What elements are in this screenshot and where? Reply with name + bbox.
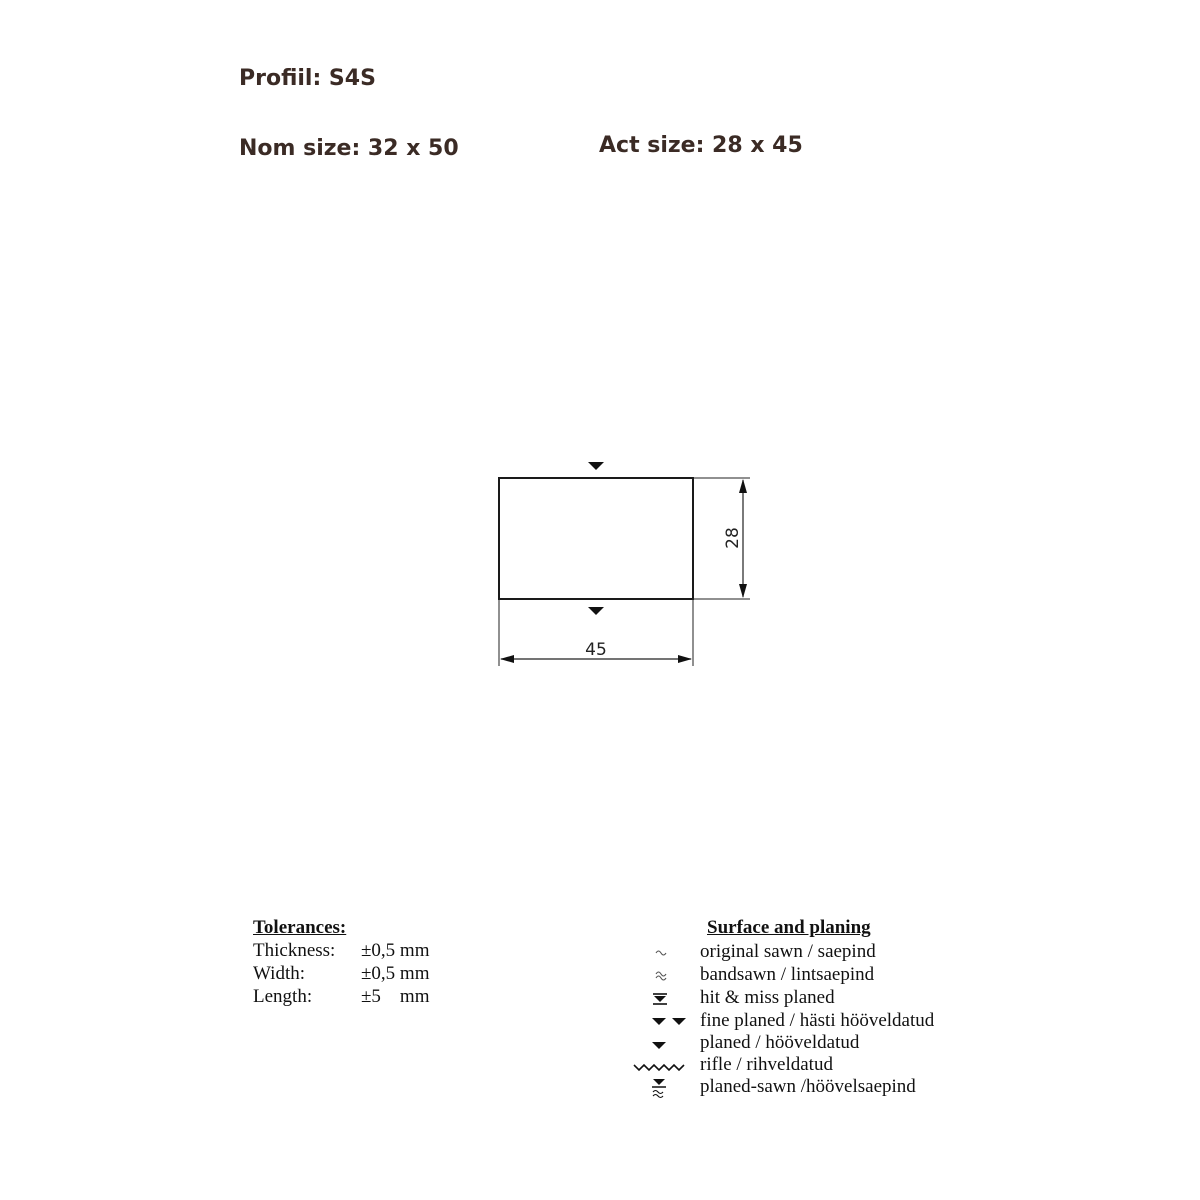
legend-text: planed / hööveldatud: [700, 1032, 860, 1053]
legend-item: [620, 1076, 960, 1098]
legend-item: [620, 1054, 960, 1076]
hit-miss-icon: [620, 987, 692, 1009]
legend-item: [620, 1010, 960, 1032]
height-label: 28: [723, 527, 743, 549]
legend-text: bandsawn / lintsaepind: [700, 964, 875, 985]
tolerance-label: Length:: [253, 986, 313, 1007]
legend-item: [620, 1032, 960, 1054]
tolerance-row: [253, 986, 453, 1009]
planed-sawn-icon: [620, 1076, 692, 1102]
tolerance-value: ±0,5 mm: [361, 940, 430, 961]
legend-item: [620, 941, 960, 963]
profile-title: Profiil: S4S: [239, 66, 376, 91]
tolerance-value: ±0,5 mm: [361, 963, 430, 984]
legend-text: hit & miss planed: [700, 987, 835, 1008]
legend-item: [620, 987, 960, 1009]
tolerances-title: Tolerances:: [253, 917, 347, 938]
legend-text: planed-sawn /höövelsaepind: [700, 1076, 916, 1097]
surface-title: Surface and planing: [707, 917, 871, 938]
actual-size: Act size: 28 x 45: [599, 133, 803, 158]
legend-text: original sawn / saepind: [700, 941, 876, 962]
double-tilde-icon: [620, 964, 692, 986]
tolerance-row: [253, 940, 453, 963]
triangle-icon: [620, 1032, 692, 1054]
tolerance-label: Thickness:: [253, 940, 336, 961]
nominal-size: Nom size: 32 x 50: [239, 136, 459, 161]
tolerance-row: [253, 963, 453, 986]
tilde-icon: [620, 941, 692, 963]
planed-marker-icon: [588, 462, 604, 470]
tolerance-label: Width:: [253, 963, 306, 984]
legend-text: rifle / rihveldatud: [700, 1054, 833, 1075]
planed-marker-icon: [588, 607, 604, 615]
tolerance-value: ±5 mm: [361, 986, 430, 1007]
width-label: 45: [585, 640, 607, 660]
legend-text: fine planed / hästi hööveldatud: [700, 1010, 935, 1031]
height-dimension: [693, 478, 750, 599]
tolerances-block: [253, 917, 453, 1009]
cross-section: [499, 478, 693, 599]
zigzag-icon: [620, 1054, 692, 1076]
legend-item: [620, 964, 960, 986]
double-triangle-icon: [620, 1010, 692, 1032]
